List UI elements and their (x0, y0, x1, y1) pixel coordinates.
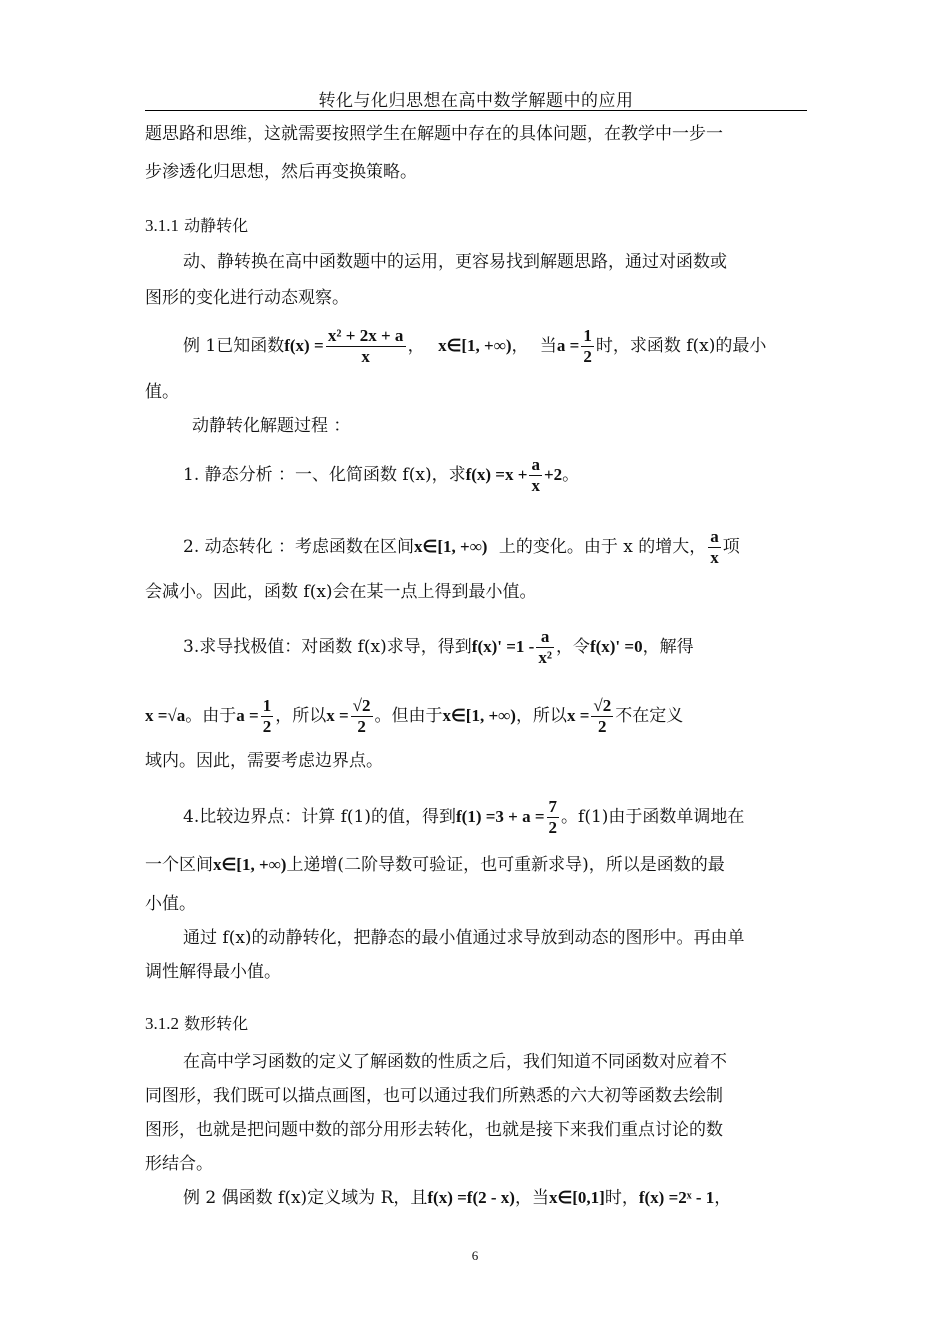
math-formula: f(x) =x + (465, 465, 528, 484)
math-domain: x∈[0,1] (548, 1188, 605, 1207)
body-text-line: 通过 f(x)的动静转化，把静态的最小值通过求导放到动态的图形中。再由单 (183, 928, 745, 948)
body-text-line: 调性解得最小值。 (145, 962, 281, 982)
text-fragment: 。 (562, 465, 580, 485)
body-text-line: 域内。因此，需要考虑边界点。 (145, 751, 383, 771)
header-rule (145, 110, 807, 111)
math-fraction: $\frac{√2}{2}$ (352, 696, 371, 736)
text-fragment: 。由于 (185, 706, 237, 726)
math-formula: f(x)' =1 - (471, 637, 535, 656)
math-fraction: $\frac{1}{2}$ (583, 326, 592, 366)
math-domain: x∈[1, +∞) (442, 706, 516, 725)
math-fraction: $\frac{a}{x}$ (531, 455, 540, 495)
math-fraction: $\frac{a}{x}$ (710, 527, 719, 567)
text-fragment: 上的变化。由于 x 的增大， (498, 537, 707, 557)
math-fraction: $\frac{\text{x² + 2x + a}}{x}$ (326, 327, 406, 366)
body-text-line: 题思路和思维，这就需要按照学生在解题中存在的具体问题，在教学中一步一 (145, 124, 723, 144)
text-fragment: 上递增(二阶导数可验证，也可重新求导)，所以是函数的最 (286, 855, 725, 875)
math-domain: x∈[1, +∞) (438, 336, 512, 355)
text-fragment: 2. 动态转化 ：考虑函数在区间 (183, 537, 415, 557)
text-fragment: 。但由于 (374, 706, 443, 726)
step-3 (183, 628, 807, 667)
text-fragment: ，当 (514, 1188, 549, 1208)
math-formula: x =√a (145, 706, 186, 725)
math-fraction: $\frac{7}{2}$ (548, 797, 558, 837)
math-domain: x∈[1, +∞) (414, 537, 488, 556)
step-1 (183, 456, 807, 495)
body-text-line: 同图形，我们既可以描点画图，也可以通过我们所熟悉的六大初等函数去绘制 (145, 1086, 723, 1106)
math-formula: f(x) =2ˣ - 1 (638, 1188, 715, 1207)
text-fragment: 时，求函数 f(x)的最小 (595, 336, 767, 356)
section-number: 3.1.2 (145, 1014, 179, 1033)
text-fragment: ， (714, 1188, 732, 1208)
body-text-line: 形结合。 (145, 1154, 213, 1174)
text-fragment: 不在定义 (615, 706, 684, 726)
body-text-line: 图形，也就是把问题中数的部分用形去转化，也就是接下来我们重点讨论的数 (145, 1120, 723, 1140)
process-title: 动静转化解题过程 ： (192, 416, 351, 436)
text-fragment: 。f(1)由于函数单调地在 (561, 807, 745, 827)
body-text-line: 值。 (145, 382, 179, 402)
example-label: 例 1已知函数 (183, 336, 285, 356)
math-formula: f(1) =3 + a = (456, 807, 545, 826)
step-4 (183, 798, 807, 837)
example-2 (183, 1186, 807, 1210)
text-fragment: ，令 (555, 637, 590, 657)
math-fraction: $\frac{a}{\text{x²}}$ (538, 627, 552, 667)
body-text-line: 图形的变化进行动态观察。 (145, 288, 349, 308)
text-fragment: 时， (604, 1188, 639, 1208)
section-heading-3-1-2 (145, 1012, 807, 1036)
text-fragment: 1. 静态分析 ：一、化简函数 f(x)，求 (183, 465, 466, 485)
running-header: 转化与化归思想在高中数学解题中的应用 (318, 91, 634, 111)
body-text-line: 在高中学习函数的定义了解函数的性质之后，我们知道不同函数对应着不 (183, 1052, 727, 1072)
text-fragment: ，所以 (515, 706, 567, 726)
text-fragment: 当 (539, 336, 557, 356)
math-formula: a = (556, 336, 580, 355)
text-fragment: 3.求导找极值：对函数 f(x)求导，得到 (183, 637, 472, 657)
example-1: 例 1已知函数f(x) = $\frac{\text{x² + 2x + a}}{x}$ ， x∈[1, +∞)， 当a = $\frac{1}{2}$ 时，求函数 f(x)的最小 (183, 326, 767, 366)
math-formula: x = (326, 706, 349, 725)
body-text-line: 会减小。因此，函数 f(x)会在某一点上得到最小值。 (145, 582, 537, 602)
math-formula: f(x) = (284, 336, 324, 355)
math-formula: f(x)' =0 (589, 637, 643, 656)
math-fraction: $\frac{√2}{2}$ (593, 696, 612, 736)
step-2 (183, 528, 807, 567)
text-fragment: 例 2 偶函数 f(x)定义域为 R，且 (183, 1188, 428, 1208)
page-number: 6 (471, 1248, 479, 1263)
math-formula: x = (566, 706, 590, 725)
text-fragment: ，所以 (275, 706, 327, 726)
step-3-line-2 (145, 697, 807, 736)
text-fragment: 一个区间 (145, 855, 213, 875)
math-formula: a = (236, 706, 259, 725)
text-fragment: 项 (722, 537, 740, 557)
text-fragment: 4.比较边界点：计算 f(1)的值，得到 (183, 807, 456, 827)
body-text-line: 步渗透化归思想，然后再变换策略。 (145, 162, 417, 182)
step-4-line-2 (145, 853, 807, 877)
math-fraction: $\frac{1}{2}$ (262, 696, 272, 736)
body-text-line: 小值。 (145, 894, 196, 914)
text-fragment: ，解得 (642, 637, 694, 657)
section-heading-3-1-1 (145, 214, 807, 238)
math-formula: +2 (543, 465, 563, 484)
section-title: 动静转化 (184, 216, 249, 235)
math-domain: x∈[1, +∞) (213, 855, 287, 874)
section-title: 数形转化 (184, 1014, 249, 1033)
body-text-line: 动、静转换在高中函数题中的运用，更容易找到解题思路，通过对函数或 (183, 252, 727, 272)
section-number: 3.1.1 (145, 216, 179, 235)
math-formula: f(x) =f(2 - x) (427, 1188, 515, 1207)
